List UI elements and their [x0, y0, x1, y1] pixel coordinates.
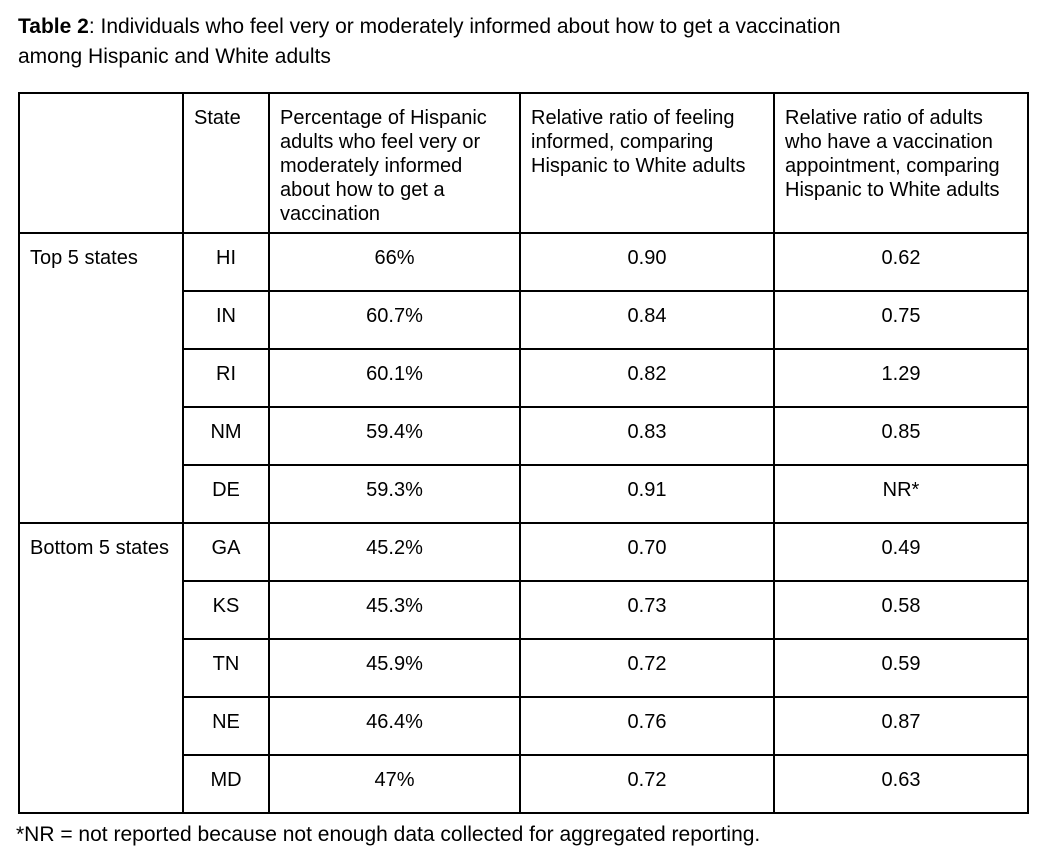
cell-ratio-informed: 0.73 — [520, 581, 774, 639]
group-label-top5: Top 5 states — [19, 233, 183, 523]
cell-state: NM — [183, 407, 269, 465]
col-header-group — [19, 93, 183, 233]
cell-state: IN — [183, 291, 269, 349]
cell-percentage: 45.3% — [269, 581, 520, 639]
table-caption-text-line1: : Individuals who feel very or moderately informed about how to get a vaccination — [88, 15, 841, 38]
cell-ratio-informed: 0.83 — [520, 407, 774, 465]
col-header-state: State — [183, 93, 269, 233]
cell-percentage: 45.2% — [269, 523, 520, 581]
cell-ratio-appointment: 0.75 — [774, 291, 1028, 349]
cell-percentage: 59.4% — [269, 407, 520, 465]
cell-percentage: 59.3% — [269, 465, 520, 523]
cell-ratio-informed: 0.76 — [520, 697, 774, 755]
data-table — [18, 92, 1029, 814]
col-header-ratio-appointment: Relative ratio of adults who have a vaccination appointment, comparing Hispanic to White adults — [774, 93, 1028, 233]
cell-ratio-informed: 0.82 — [520, 349, 774, 407]
col-header-ratio-informed: Relative ratio of feeling informed, comparing Hispanic to White adults — [520, 93, 774, 233]
cell-state: NE — [183, 697, 269, 755]
table-caption-text-line2: among Hispanic and White adults — [18, 45, 331, 68]
cell-percentage: 60.1% — [269, 349, 520, 407]
cell-ratio-appointment: 1.29 — [774, 349, 1028, 407]
table-caption — [18, 12, 1046, 72]
cell-ratio-appointment: 0.87 — [774, 697, 1028, 755]
cell-ratio-informed: 0.90 — [520, 233, 774, 291]
cell-state: KS — [183, 581, 269, 639]
cell-state: MD — [183, 755, 269, 813]
cell-ratio-informed: 0.70 — [520, 523, 774, 581]
cell-ratio-appointment: 0.62 — [774, 233, 1028, 291]
cell-ratio-appointment: 0.85 — [774, 407, 1028, 465]
cell-state: TN — [183, 639, 269, 697]
cell-percentage: 46.4% — [269, 697, 520, 755]
table-header-row — [19, 93, 1028, 233]
cell-ratio-informed: 0.72 — [520, 639, 774, 697]
cell-ratio-informed: 0.72 — [520, 755, 774, 813]
cell-state: DE — [183, 465, 269, 523]
table-row — [19, 523, 1028, 581]
group-label-bottom5: Bottom 5 states — [19, 523, 183, 813]
cell-ratio-informed: 0.84 — [520, 291, 774, 349]
table-caption-label: Table 2 — [18, 15, 89, 38]
cell-ratio-appointment: 0.63 — [774, 755, 1028, 813]
cell-percentage: 45.9% — [269, 639, 520, 697]
table-row — [19, 233, 1028, 291]
col-header-percentage: Percentage of Hispanic adults who feel very or moderately informed about how to get a vaccination — [269, 93, 520, 233]
cell-ratio-informed: 0.91 — [520, 465, 774, 523]
cell-percentage: 60.7% — [269, 291, 520, 349]
cell-ratio-appointment: NR* — [774, 465, 1028, 523]
cell-state: RI — [183, 349, 269, 407]
table-footnote: *NR = not reported because not enough data collected for aggregated reporting. — [16, 823, 761, 846]
cell-percentage: 47% — [269, 755, 520, 813]
cell-percentage: 66% — [269, 233, 520, 291]
cell-state: HI — [183, 233, 269, 291]
cell-state: GA — [183, 523, 269, 581]
cell-ratio-appointment: 0.58 — [774, 581, 1028, 639]
cell-ratio-appointment: 0.49 — [774, 523, 1028, 581]
cell-ratio-appointment: 0.59 — [774, 639, 1028, 697]
